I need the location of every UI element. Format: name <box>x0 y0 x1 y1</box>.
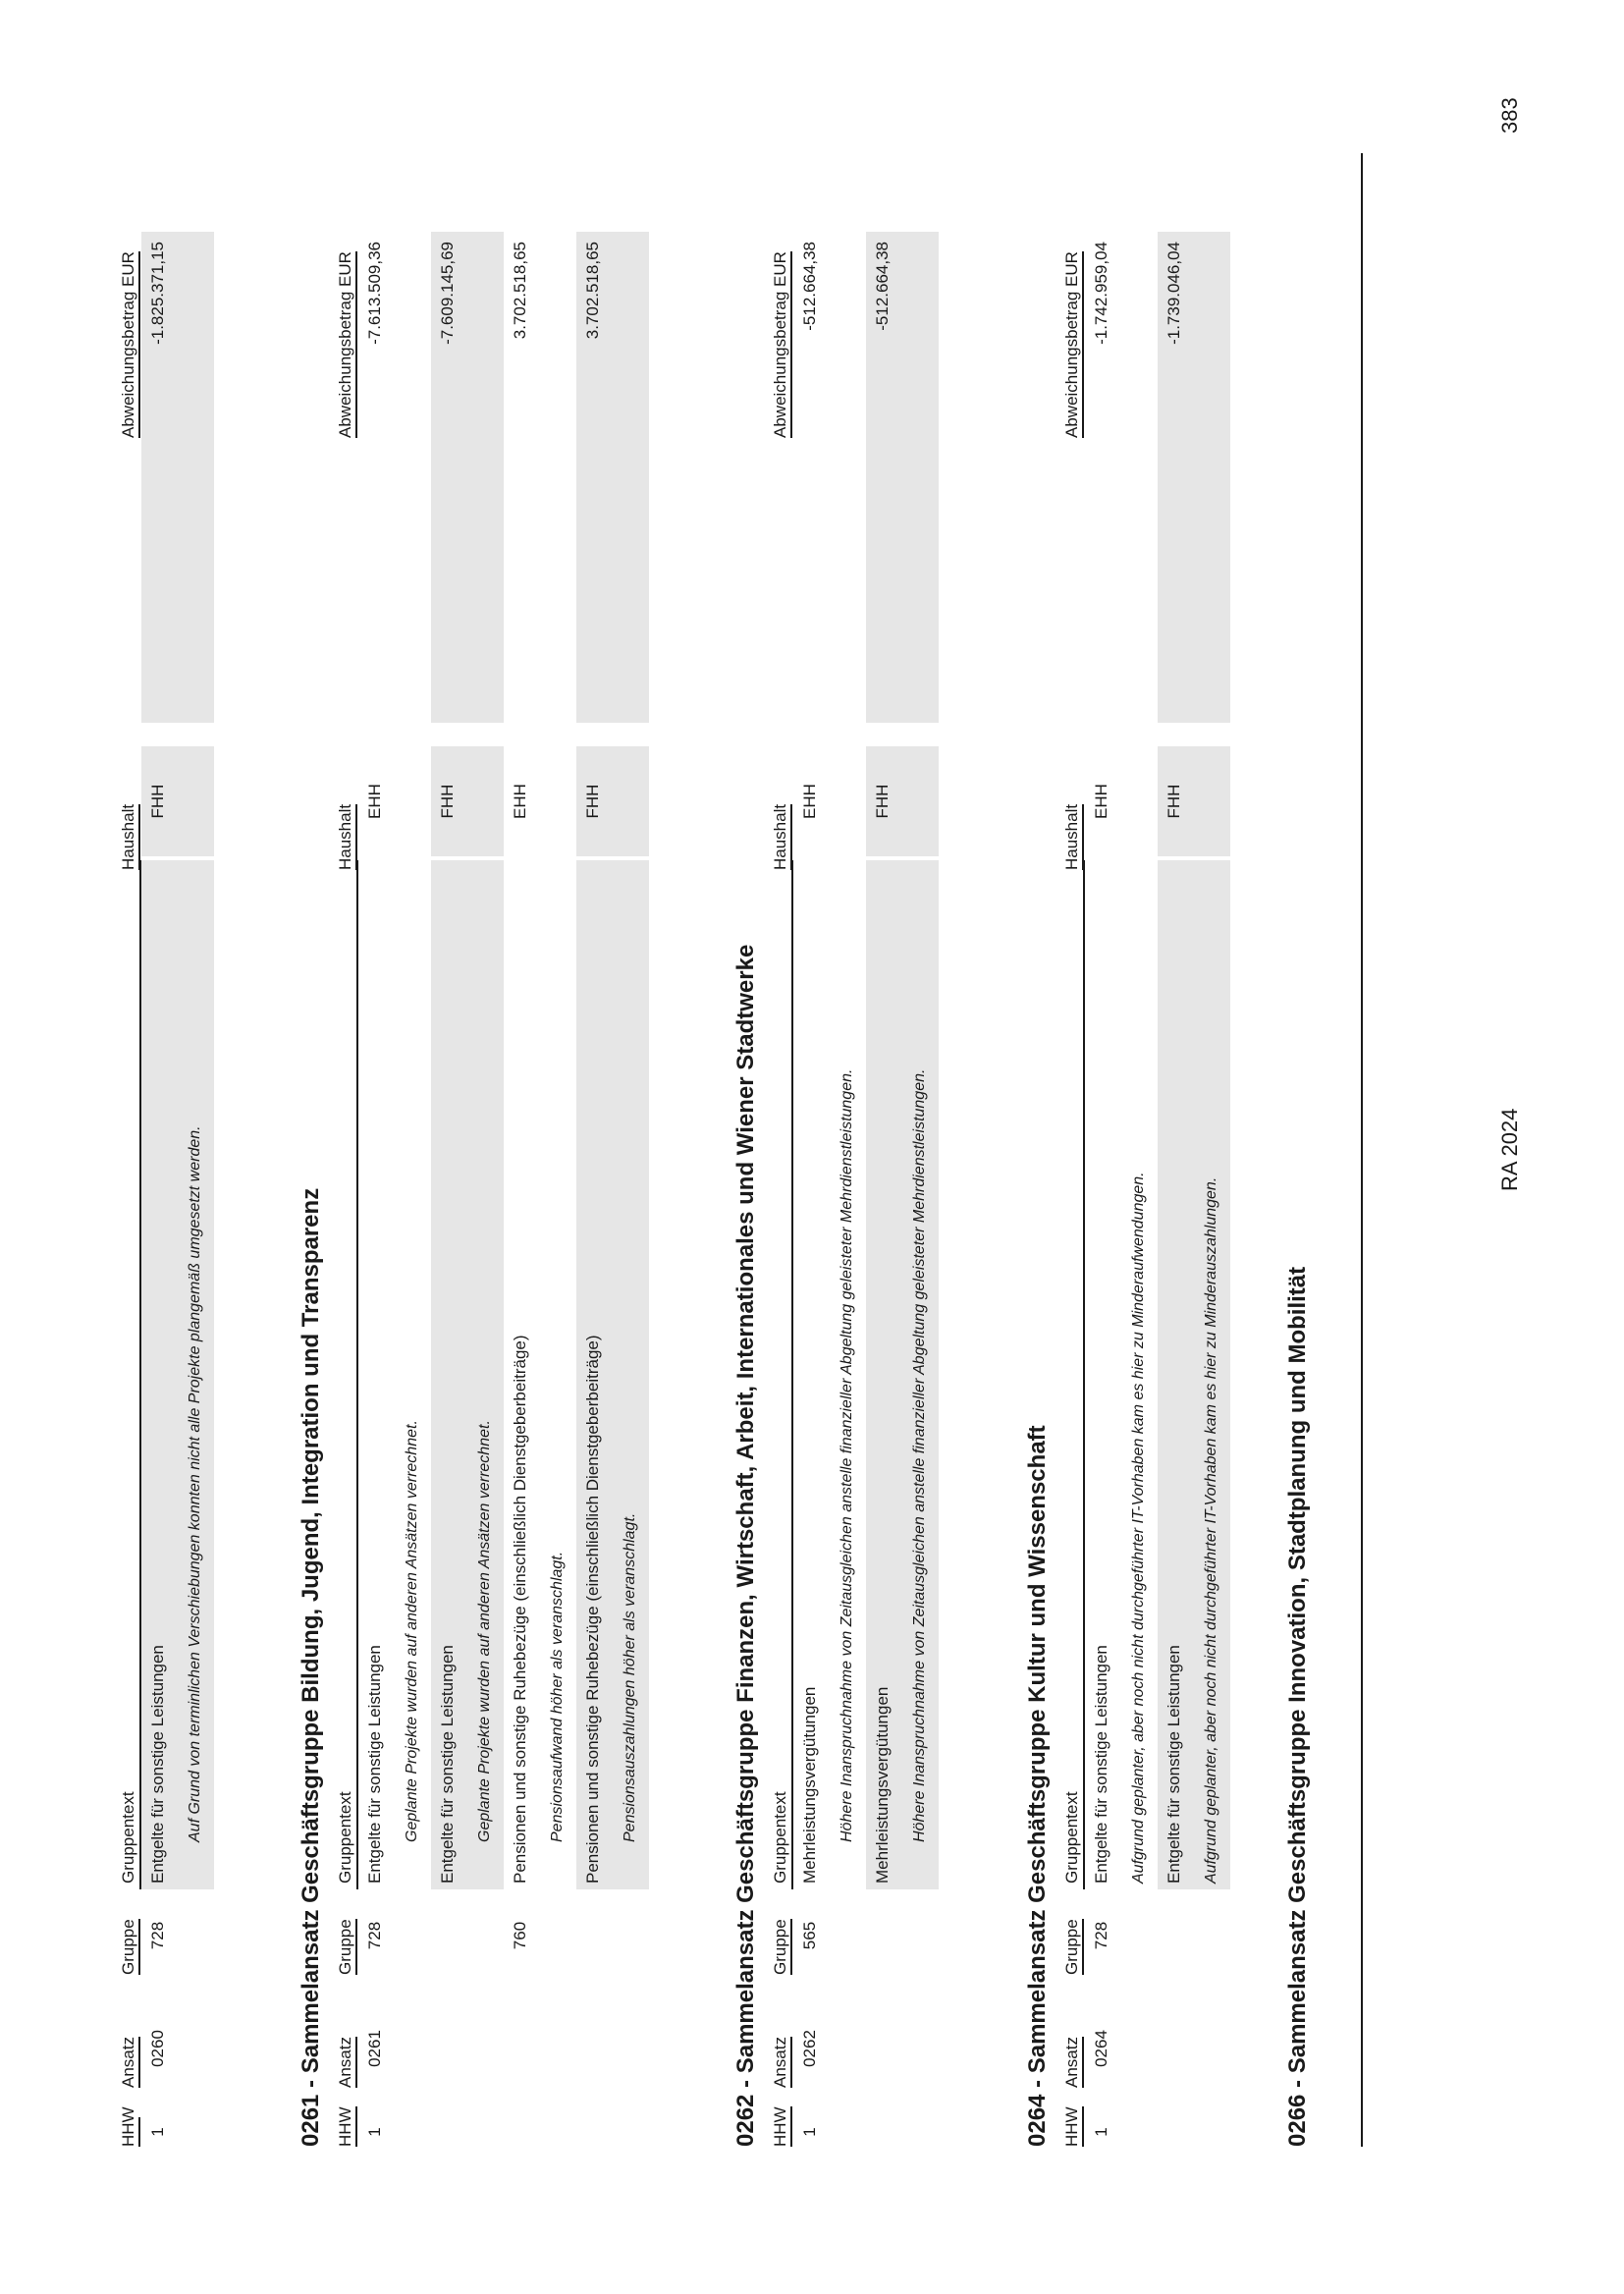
cell-gruppentext: Mehrleistungsvergütungen <box>873 1686 892 1884</box>
header-abweichung: Abweichungsbetrag EUR <box>336 251 357 438</box>
cell-ansatz: 0260 <box>148 2030 167 2067</box>
cell-gruppe: 728 <box>365 1921 384 1950</box>
cell-gruppe: 760 <box>511 1921 529 1950</box>
header-abweichung: Abweichungsbetrag EUR <box>119 251 140 438</box>
cell-gruppentext: Entgelte für sonstige Leistungen <box>1092 1645 1110 1884</box>
table-row-note <box>177 153 214 2147</box>
cell-gruppentext: Entgelte für sonstige Leistungen <box>1164 1645 1183 1884</box>
header-hhw: HHW <box>119 2117 140 2147</box>
section-0264 <box>1016 153 1230 2147</box>
cell-haushalt: EHH <box>1092 784 1110 819</box>
note-text: Pensionsauszahlungen höher als veranschlagt. <box>622 1512 638 1842</box>
header-hhw: HHW <box>1062 2106 1084 2147</box>
cell-gruppentext: Pensionen und sonstige Ruhebezüge (einschließlich Dienstgeberbeiträge) <box>511 1335 529 1884</box>
cell-haushalt: FHH <box>1164 784 1183 819</box>
header-ansatz: Ansatz <box>119 2037 140 2088</box>
header-haushalt: Haushalt <box>771 804 792 870</box>
section-0261 <box>290 153 649 2147</box>
bottom-rule <box>1361 153 1363 2147</box>
table-row-note <box>1120 153 1158 2147</box>
cell-ansatz: 0264 <box>1092 2030 1110 2067</box>
table-header <box>1059 153 1085 2147</box>
cell-gruppentext: Entgelte für sonstige Leistungen <box>438 1645 457 1884</box>
cell-hhw: 1 <box>1092 2127 1110 2137</box>
table-header <box>768 153 793 2147</box>
note-text: Geplante Projekte wurden auf anderen Ansätzen verrechnet. <box>476 1420 493 1842</box>
note-text: Aufgrund geplanter, aber noch nicht durchgeführter IT-Vorhaben kam es hier zu Minderaufwendungen. <box>1130 1172 1147 1884</box>
header-hhw: HHW <box>771 2106 792 2147</box>
header-haushalt: Haushalt <box>119 804 140 870</box>
header-ansatz: Ansatz <box>1062 2037 1084 2088</box>
table-row <box>793 153 829 2147</box>
header-gruppe: Gruppe <box>336 1919 357 1975</box>
cell-hhw: 1 <box>148 2127 167 2137</box>
note-text: Auf Grund von terminlichen Verschiebungen konnten nicht alle Projekte plangemäß umgesetzt werden. <box>187 1125 203 1842</box>
header-gruppentext: Gruppentext <box>771 1791 789 1884</box>
header-gruppe: Gruppe <box>771 1919 792 1975</box>
cell-ansatz: 0261 <box>365 2030 384 2067</box>
table-row <box>504 153 539 2147</box>
cell-haushalt: FHH <box>583 784 602 819</box>
table-row-note <box>901 153 939 2147</box>
cell-ansatz: 0262 <box>800 2030 819 2067</box>
cell-haushalt: FHH <box>438 784 457 819</box>
header-gruppentext: Gruppentext <box>119 1791 137 1884</box>
cell-gruppe: 565 <box>800 1921 819 1950</box>
header-ansatz: Ansatz <box>771 2037 792 2088</box>
header-abweichung: Abweichungsbetrag EUR <box>771 251 792 438</box>
table-row <box>866 153 901 2147</box>
cell-haushalt: EHH <box>365 784 384 819</box>
cell-haushalt: FHH <box>873 784 892 819</box>
cell-hhw: 1 <box>365 2127 384 2137</box>
note-text: Geplante Projekte wurden auf anderen Ansätzen verrechnet. <box>404 1420 420 1842</box>
cell-haushalt: FHH <box>148 784 167 819</box>
section-title: 0262 - Sammelansatz Geschäftsgruppe Finanzen, Wirtschaft, Arbeit, Internationales und Wiener Stadtwerke <box>732 944 759 2147</box>
cell-gruppentext: Pensionen und sonstige Ruhebezüge (einschließlich Dienstgeberbeiträge) <box>583 1335 602 1884</box>
page-number: 383 <box>1497 97 1522 134</box>
table-row <box>1158 153 1193 2147</box>
table-row-note <box>539 153 576 2147</box>
table-row-note <box>829 153 866 2147</box>
cell-hhw: 1 <box>800 2127 819 2137</box>
header-haushalt: Haushalt <box>336 804 357 870</box>
section-title: 0264 - Sammelansatz Geschäftsgruppe Kultur und Wissenschaft <box>1024 1425 1051 2147</box>
header-abweichung: Abweichungsbetrag EUR <box>1062 251 1084 438</box>
section-0266 <box>1276 153 1320 2147</box>
cell-gruppentext: Entgelte für sonstige Leistungen <box>365 1645 384 1884</box>
cell-betrag: -512.664,38 <box>800 242 819 331</box>
header-gruppe: Gruppe <box>119 1919 140 1975</box>
table-row <box>1085 153 1120 2147</box>
table-row-note <box>466 153 504 2147</box>
header-ansatz: Ansatz <box>336 2037 357 2088</box>
cell-betrag: 3.702.518,65 <box>583 242 602 340</box>
cell-haushalt: EHH <box>800 784 819 819</box>
cell-haushalt: EHH <box>511 784 529 819</box>
section-0260 <box>116 153 214 2147</box>
cell-betrag: -1.739.046,04 <box>1164 242 1183 345</box>
header-gruppe: Gruppe <box>1062 1919 1084 1975</box>
cell-gruppentext: Entgelte für sonstige Leistungen <box>148 1645 167 1884</box>
report-label: RA 2024 <box>1497 1108 1522 1191</box>
section-title: 0261 - Sammelansatz Geschäftsgruppe Bildung, Jugend, Integration und Transparenz <box>298 1187 324 2147</box>
table-header <box>116 153 141 2147</box>
section-0262 <box>725 153 939 2147</box>
cell-betrag: -7.609.145,69 <box>438 242 457 345</box>
header-hhw: HHW <box>336 2106 357 2147</box>
cell-gruppe: 728 <box>148 1921 167 1950</box>
header-gruppentext: Gruppentext <box>1062 1791 1081 1884</box>
cell-gruppe: 728 <box>1092 1921 1110 1950</box>
note-text: Aufgrund geplanter, aber noch nicht durchgeführter IT-Vorhaben kam es hier zu Minderauszahlungen. <box>1203 1176 1219 1884</box>
table-row-note <box>1193 153 1230 2147</box>
table-row <box>576 153 612 2147</box>
cell-betrag: -1.825.371,15 <box>148 242 167 345</box>
note-text: Pensionsaufwand höher als veranschlagt. <box>549 1551 566 1842</box>
table-header <box>333 153 358 2147</box>
cell-gruppentext: Mehrleistungsvergütungen <box>800 1686 819 1884</box>
section-title: 0266 - Sammelansatz Geschäftsgruppe Innovation, Stadtplanung und Mobilität <box>1284 1266 1311 2147</box>
header-gruppentext: Gruppentext <box>336 1791 354 1884</box>
table-row <box>431 153 466 2147</box>
table-row <box>358 153 394 2147</box>
cell-betrag: -7.613.509,36 <box>365 242 384 345</box>
header-haushalt: Haushalt <box>1062 804 1084 870</box>
table-row <box>141 153 177 2147</box>
note-text: Höhere Inanspruchnahme von Zeitausgleichen anstelle finanzieller Abgeltung geleisteter Mehrdienstleistungen. <box>911 1068 928 1842</box>
cell-betrag: 3.702.518,65 <box>511 242 529 340</box>
table-row-note <box>394 153 431 2147</box>
note-text: Höhere Inanspruchnahme von Zeitausgleichen anstelle finanzieller Abgeltung geleisteter Mehrdienstleistungen. <box>839 1068 855 1842</box>
cell-betrag: -512.664,38 <box>873 242 892 331</box>
cell-betrag: -1.742.959,04 <box>1092 242 1110 345</box>
table-row-note <box>612 153 649 2147</box>
